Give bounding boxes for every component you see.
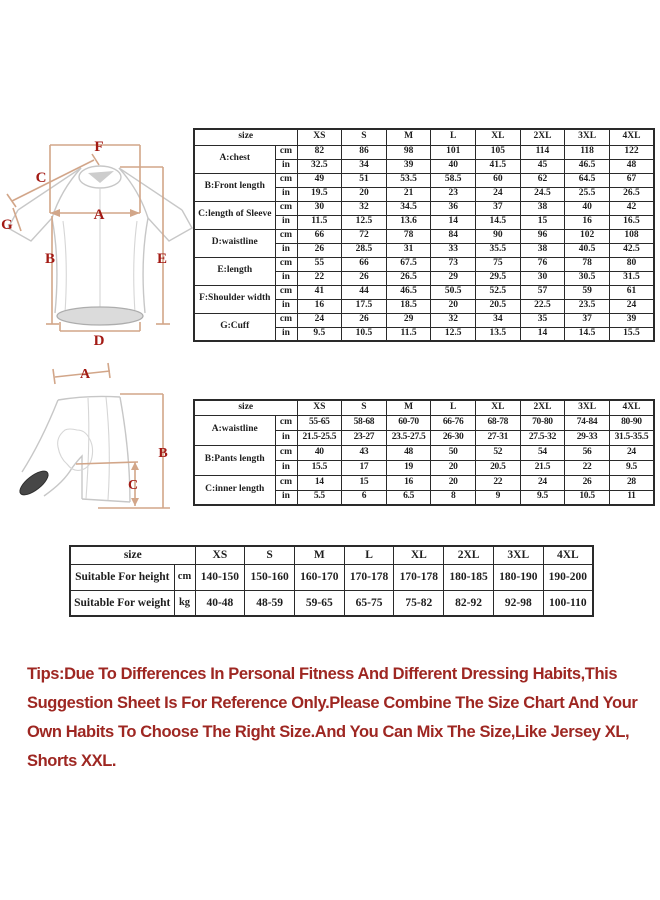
value-cell: 73 [431,257,476,271]
value-cell: 140-150 [195,564,245,590]
value-cell: 22 [476,475,521,490]
value-cell: 74-84 [565,415,610,430]
value-cell: 27.5-32 [520,430,565,445]
jersey-measurement-diagram [0,120,200,355]
value-cell: 14 [431,215,476,229]
unit-cell: in [275,187,297,201]
value-cell: 15.5 [297,460,342,475]
value-cell: 96 [520,229,565,243]
value-cell: 42.5 [609,243,654,257]
value-cell: 78 [565,257,610,271]
value-cell: 43 [342,445,387,460]
size-column-header: 4XL [609,400,654,415]
jersey-label-B: B [44,251,56,267]
value-cell: 9 [476,490,521,505]
size-column-header: XL [394,546,444,564]
row-label: E:length [194,257,275,285]
value-cell: 34 [342,159,387,173]
value-cell: 12.5 [342,215,387,229]
unit-cell: in [275,299,297,313]
jersey-hem [57,307,143,325]
unit-cell: in [275,430,297,445]
value-cell: 22 [565,460,610,475]
value-cell: 180-185 [444,564,494,590]
value-cell: 9.5 [297,327,342,341]
size-column-header: 3XL [565,400,610,415]
value-cell: 26 [342,313,387,327]
value-cell: 26.5 [386,271,431,285]
value-cell: 11.5 [297,215,342,229]
tips-text [27,660,652,776]
value-cell: 29 [386,313,431,327]
value-cell: 37 [565,313,610,327]
value-cell: 42 [609,201,654,215]
size-column-header: XL [476,129,521,145]
value-cell: 21.5 [520,460,565,475]
value-cell: 28.5 [342,243,387,257]
value-cell: 14.5 [565,327,610,341]
size-header-cell: size [70,546,195,564]
value-cell: 59-65 [294,590,344,616]
size-column-header: M [294,546,344,564]
value-cell: 66-76 [431,415,476,430]
value-cell: 44 [342,285,387,299]
value-cell: 52 [476,445,521,460]
size-header-cell: size [194,129,297,145]
unit-cell: in [275,243,297,257]
size-column-header: L [431,400,476,415]
value-cell: 32 [342,201,387,215]
value-cell: 48-59 [245,590,295,616]
size-column-header: M [386,129,431,145]
table-row [70,590,593,616]
value-cell: 67.5 [386,257,431,271]
value-cell: 26.5 [609,187,654,201]
value-cell: 23.5-27.5 [386,430,431,445]
size-column-header: 4XL [609,129,654,145]
value-cell: 24 [520,475,565,490]
value-cell: 82-92 [444,590,494,616]
value-cell: 150-160 [245,564,295,590]
value-cell: 108 [609,229,654,243]
unit-cell: kg [174,590,195,616]
table-row [194,145,654,159]
value-cell: 24 [297,313,342,327]
table-row [194,475,654,490]
value-cell: 11.5 [386,327,431,341]
table-row [194,257,654,271]
value-cell: 86 [342,145,387,159]
value-cell: 50 [431,445,476,460]
jersey-size-table [193,128,655,342]
value-cell: 32.5 [297,159,342,173]
value-cell: 14.5 [476,215,521,229]
value-cell: 16 [386,475,431,490]
value-cell: 23.5 [565,299,610,313]
value-cell: 52.5 [476,285,521,299]
table-row [194,415,654,430]
row-label: B:Pants length [194,445,275,475]
unit-cell: cm [174,564,195,590]
row-label: A:waistline [194,415,275,445]
value-cell: 40 [565,201,610,215]
row-label: D:waistline [194,229,275,257]
value-cell: 60-70 [386,415,431,430]
value-cell: 75 [476,257,521,271]
value-cell: 48 [386,445,431,460]
jersey-label-F: F [94,139,104,155]
value-cell: 90 [476,229,521,243]
value-cell: 24 [476,187,521,201]
value-cell: 14 [297,475,342,490]
value-cell: 31 [386,243,431,257]
value-cell: 8 [431,490,476,505]
size-column-header: XS [297,129,342,145]
value-cell: 6 [342,490,387,505]
value-cell: 92-98 [493,590,543,616]
value-cell: 27-31 [476,430,521,445]
value-cell: 61 [609,285,654,299]
size-column-header: XS [195,546,245,564]
value-cell: 10.5 [565,490,610,505]
value-cell: 170-178 [344,564,394,590]
unit-cell: cm [275,257,297,271]
shorts-label-C: C [127,478,139,493]
value-cell: 11 [609,490,654,505]
table-row [70,564,593,590]
size-column-header: S [245,546,295,564]
value-cell: 32 [431,313,476,327]
size-header-cell: size [194,400,297,415]
value-cell: 35 [520,313,565,327]
value-cell: 60 [476,173,521,187]
value-cell: 160-170 [294,564,344,590]
size-column-header: 2XL [444,546,494,564]
value-cell: 17.5 [342,299,387,313]
value-cell: 101 [431,145,476,159]
value-cell: 54 [520,445,565,460]
value-cell: 114 [520,145,565,159]
size-column-header: XS [297,400,342,415]
value-cell: 66 [297,229,342,243]
value-cell: 49 [297,173,342,187]
size-column-header: 3XL [565,129,610,145]
shorts-measure-lines [53,363,170,508]
value-cell: 67 [609,173,654,187]
value-cell: 80 [609,257,654,271]
value-cell: 24.5 [520,187,565,201]
value-cell: 35.5 [476,243,521,257]
value-cell: 15.5 [609,327,654,341]
value-cell: 64.5 [565,173,610,187]
tips-line-3: Own Habits To Choose The Right Size.And You Can Mix The Size,Like Jersey XL, [27,723,630,741]
value-cell: 20 [342,187,387,201]
value-cell: 20.5 [476,299,521,313]
size-column-header: L [344,546,394,564]
value-cell: 46.5 [565,159,610,173]
height-weight-table [69,545,594,617]
value-cell: 20 [431,460,476,475]
value-cell: 41.5 [476,159,521,173]
value-cell: 38 [520,201,565,215]
value-cell: 22.5 [520,299,565,313]
unit-cell: cm [275,145,297,159]
value-cell: 118 [565,145,610,159]
value-cell: 13.6 [386,215,431,229]
size-column-header: L [431,129,476,145]
unit-cell: in [275,490,297,505]
unit-cell: cm [275,285,297,299]
unit-cell: in [275,460,297,475]
value-cell: 34.5 [386,201,431,215]
value-cell: 22 [297,271,342,285]
size-column-header: M [386,400,431,415]
value-cell: 180-190 [493,564,543,590]
value-cell: 40-48 [195,590,245,616]
value-cell: 26 [297,243,342,257]
value-cell: 122 [609,145,654,159]
value-cell: 55 [297,257,342,271]
unit-cell: in [275,215,297,229]
value-cell: 50.5 [431,285,476,299]
value-cell: 65-75 [344,590,394,616]
value-cell: 20.5 [476,460,521,475]
unit-cell: cm [275,445,297,460]
jersey-label-E: E [156,251,168,267]
value-cell: 30.5 [565,271,610,285]
value-cell: 190-200 [543,564,593,590]
value-cell: 38 [520,243,565,257]
value-cell: 68-78 [476,415,521,430]
value-cell: 30 [297,201,342,215]
jersey-label-D: D [93,333,105,349]
value-cell: 21 [386,187,431,201]
value-cell: 31.5 [609,271,654,285]
value-cell: 72 [342,229,387,243]
shorts-outline [16,396,130,502]
value-cell: 15 [342,475,387,490]
value-cell: 80-90 [609,415,654,430]
row-label: A:chest [194,145,275,173]
value-cell: 105 [476,145,521,159]
row-label: C:length of Sleeve [194,201,275,229]
jersey-label-C: C [35,170,47,186]
value-cell: 75-82 [394,590,444,616]
tips-line-2: Suggestion Sheet Is For Reference Only.Please Combine The Size Chart And Your [27,694,638,712]
value-cell: 29-33 [565,430,610,445]
value-cell: 16 [297,299,342,313]
value-cell: 17 [342,460,387,475]
value-cell: 55-65 [297,415,342,430]
value-cell: 13.5 [476,327,521,341]
value-cell: 39 [609,313,654,327]
shorts-label-A: A [79,367,91,382]
value-cell: 40.5 [565,243,610,257]
value-cell: 26-30 [431,430,476,445]
unit-cell: cm [275,415,297,430]
value-cell: 170-178 [394,564,444,590]
value-cell: 51 [342,173,387,187]
value-cell: 14 [520,327,565,341]
unit-cell: in [275,159,297,173]
value-cell: 18.5 [386,299,431,313]
value-cell: 58-68 [342,415,387,430]
value-cell: 40 [297,445,342,460]
unit-cell: in [275,327,297,341]
value-cell: 34 [476,313,521,327]
value-cell: 82 [297,145,342,159]
table-row [194,313,654,327]
value-cell: 15 [520,215,565,229]
value-cell: 102 [565,229,610,243]
value-cell: 70-80 [520,415,565,430]
value-cell: 66 [342,257,387,271]
value-cell: 26 [565,475,610,490]
value-cell: 12.5 [431,327,476,341]
value-cell: 29 [431,271,476,285]
shorts-size-table [193,399,655,506]
table-row [194,229,654,243]
value-cell: 41 [297,285,342,299]
value-cell: 36 [431,201,476,215]
unit-cell: cm [275,313,297,327]
tips-line-1: Tips:Due To Differences In Personal Fitness And Different Dressing Habits,This [27,665,618,683]
shorts-measurement-diagram [8,350,193,525]
value-cell: 58.5 [431,173,476,187]
row-label: F:Shoulder width [194,285,275,313]
value-cell: 16 [565,215,610,229]
value-cell: 5.5 [297,490,342,505]
row-label: G:Cuff [194,313,275,341]
value-cell: 98 [386,145,431,159]
value-cell: 24 [609,445,654,460]
unit-cell: in [275,271,297,285]
row-label: C:inner length [194,475,275,505]
value-cell: 59 [565,285,610,299]
value-cell: 48 [609,159,654,173]
value-cell: 40 [431,159,476,173]
size-column-header: S [342,400,387,415]
value-cell: 30 [520,271,565,285]
jersey-label-A: A [93,207,105,223]
value-cell: 24 [609,299,654,313]
value-cell: 62 [520,173,565,187]
table-row [194,285,654,299]
jersey-label-G: G [1,217,13,233]
tips-line-4: Shorts XXL. [27,752,117,770]
size-column-header: 3XL [493,546,543,564]
value-cell: 57 [520,285,565,299]
value-cell: 46.5 [386,285,431,299]
value-cell: 28 [609,475,654,490]
value-cell: 23-27 [342,430,387,445]
value-cell: 76 [520,257,565,271]
value-cell: 29.5 [476,271,521,285]
value-cell: 78 [386,229,431,243]
unit-cell: cm [275,475,297,490]
value-cell: 21.5-25.5 [297,430,342,445]
row-label: Suitable For height [70,564,174,590]
row-label: Suitable For weight [70,590,174,616]
value-cell: 25.5 [565,187,610,201]
value-cell: 23 [431,187,476,201]
table-row [194,201,654,215]
unit-cell: cm [275,201,297,215]
size-column-header: 4XL [543,546,593,564]
value-cell: 6.5 [386,490,431,505]
row-label: B:Front length [194,173,275,201]
value-cell: 16.5 [609,215,654,229]
table-row [194,173,654,187]
size-column-header: XL [476,400,521,415]
value-cell: 10.5 [342,327,387,341]
value-cell: 9.5 [520,490,565,505]
size-column-header: 2XL [520,400,565,415]
value-cell: 20 [431,475,476,490]
collar-shading [88,171,114,183]
table-row [194,445,654,460]
value-cell: 53.5 [386,173,431,187]
size-column-header: S [342,129,387,145]
shorts-label-B: B [158,446,168,461]
value-cell: 19 [386,460,431,475]
value-cell: 56 [565,445,610,460]
value-cell: 33 [431,243,476,257]
value-cell: 31.5-35.5 [609,430,654,445]
value-cell: 100-110 [543,590,593,616]
unit-cell: cm [275,229,297,243]
value-cell: 37 [476,201,521,215]
value-cell: 39 [386,159,431,173]
size-column-header: 2XL [520,129,565,145]
unit-cell: cm [275,173,297,187]
value-cell: 19.5 [297,187,342,201]
value-cell: 20 [431,299,476,313]
value-cell: 9.5 [609,460,654,475]
value-cell: 84 [431,229,476,243]
value-cell: 26 [342,271,387,285]
value-cell: 45 [520,159,565,173]
